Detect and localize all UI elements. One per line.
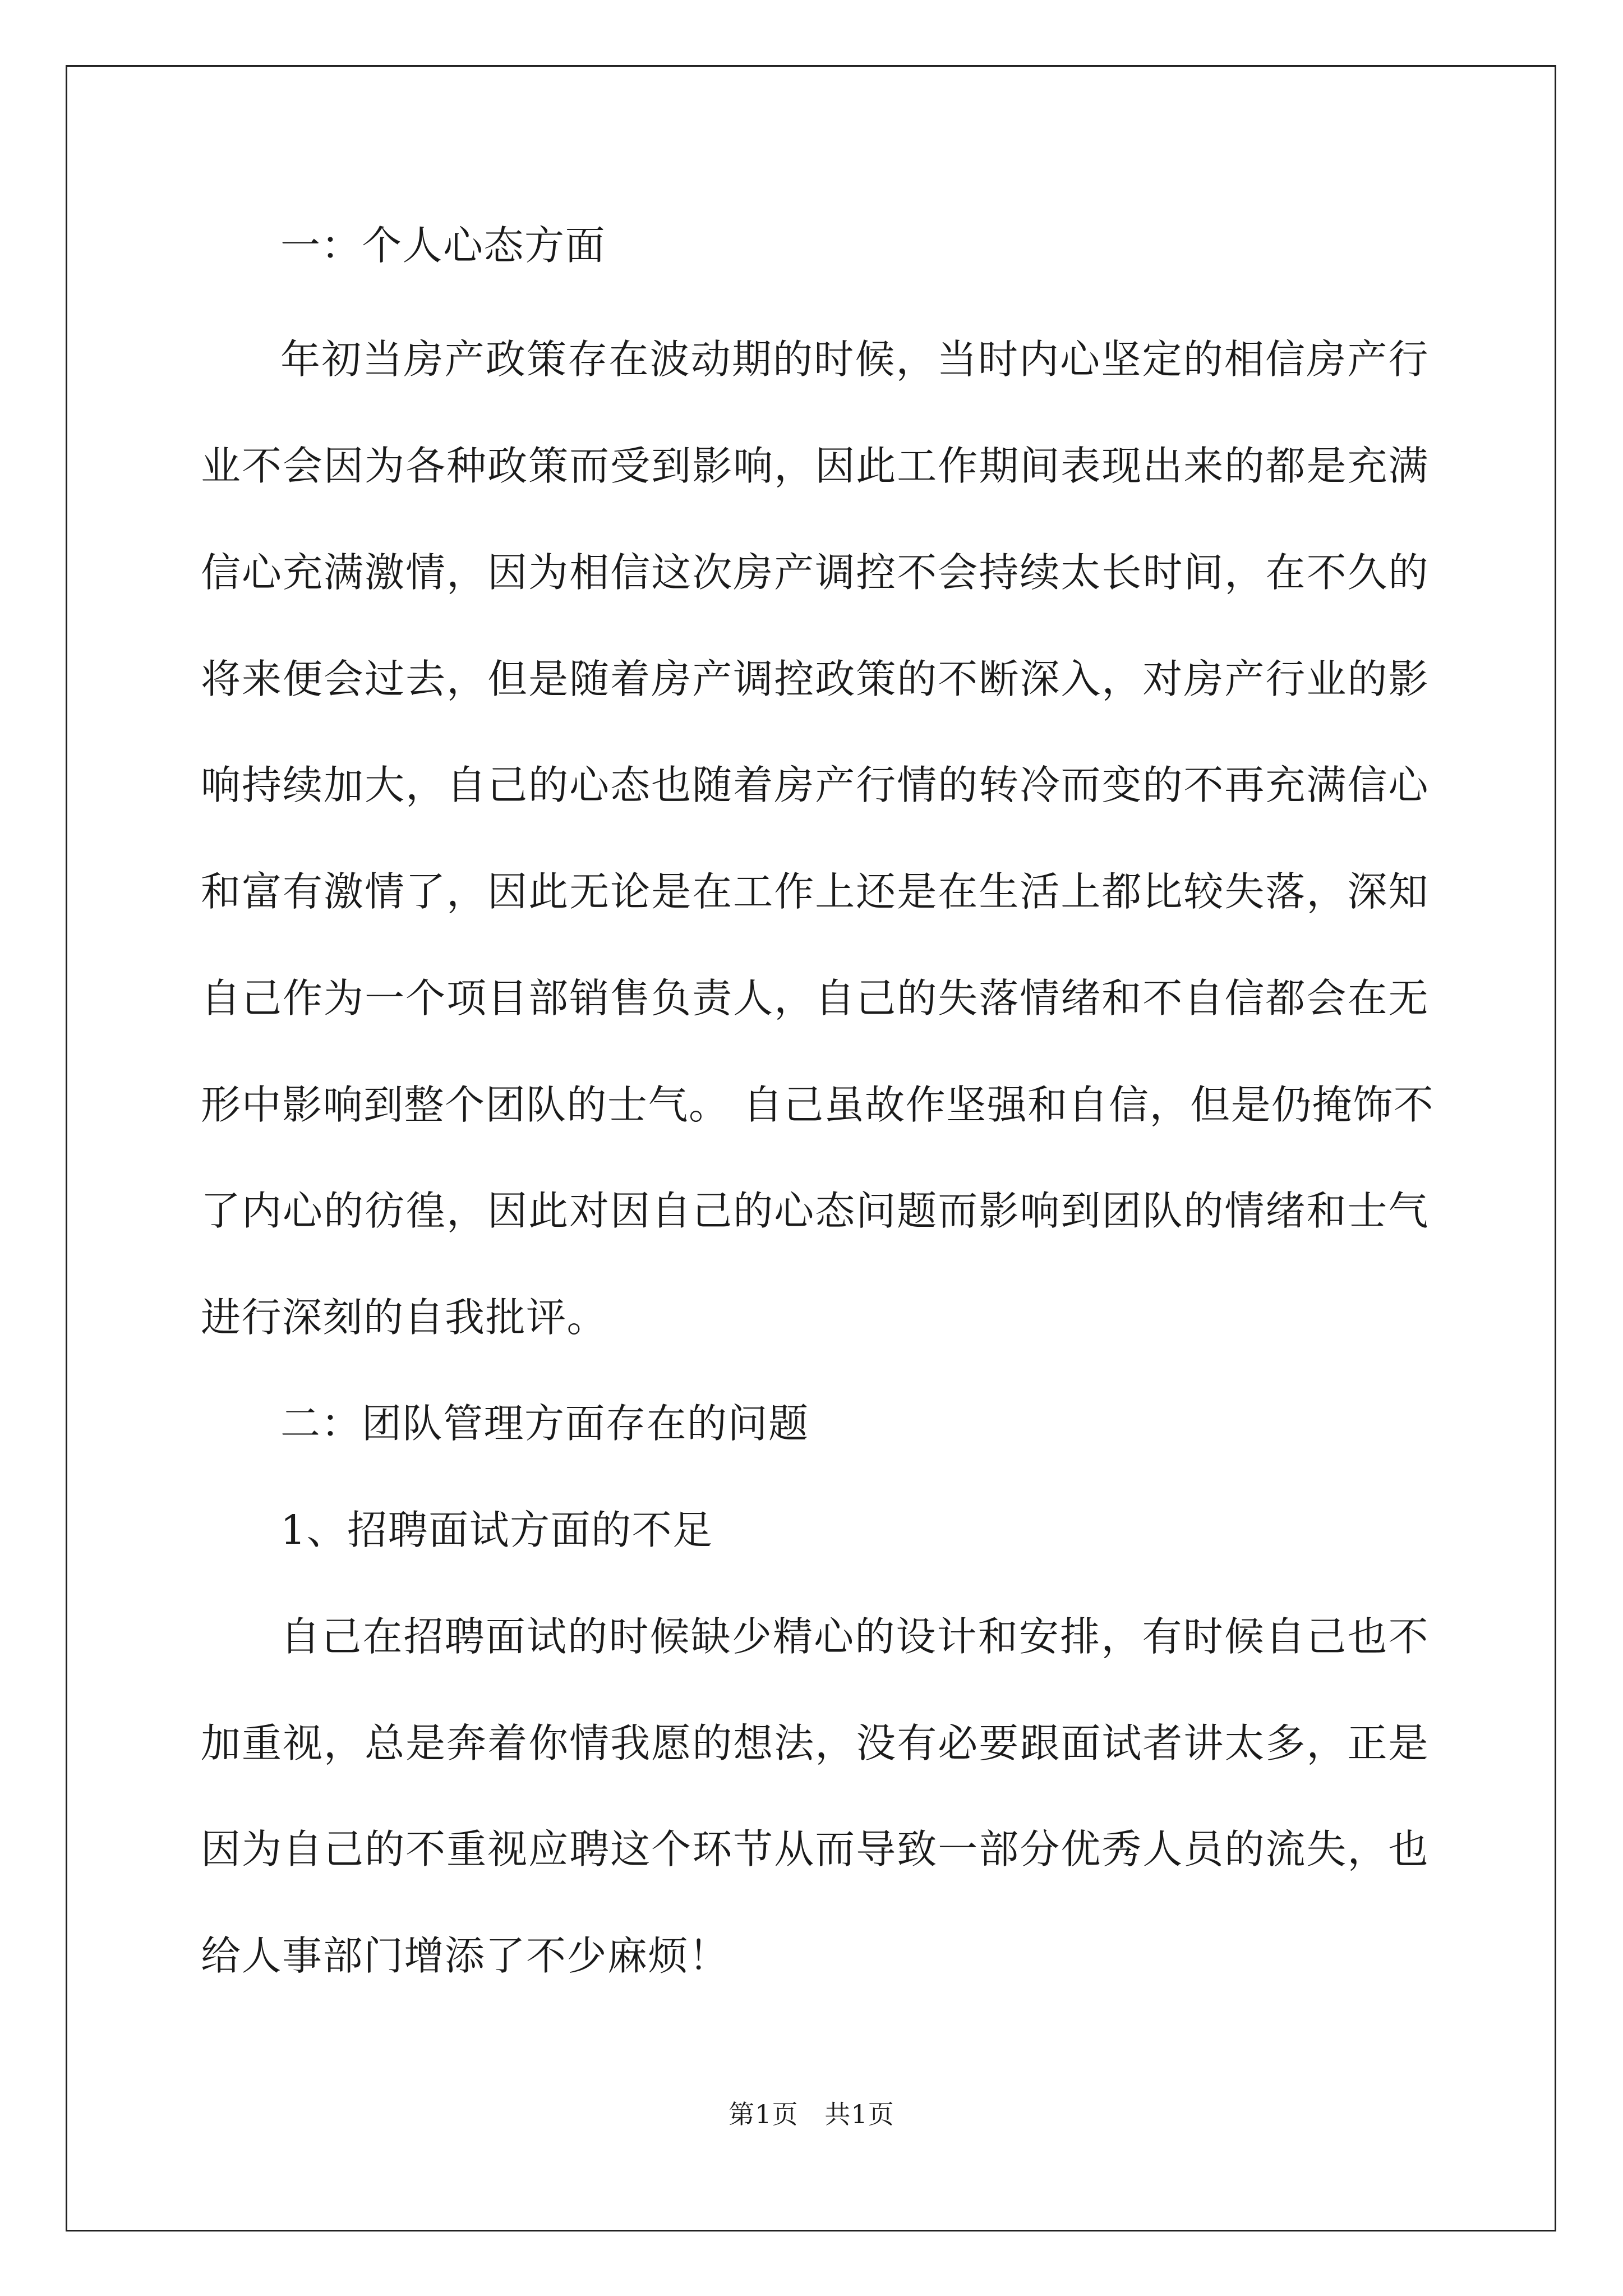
paragraph-line: 年初当房产政策存在波动期的时候，当时内心坚定的相信房产行 [280, 336, 1429, 383]
page-border [66, 65, 1556, 2231]
paragraph-line: 因为自己的不重视应聘这个环节从而导致一部分优秀人员的流失，也 [201, 1826, 1429, 1872]
paragraph-line: 自己在招聘面试的时候缺少精心的设计和安排，有时候自己也不 [280, 1613, 1429, 1660]
section-heading-mindset: 一：个人心态方面 [280, 222, 606, 269]
paragraph-line: 自己作为一个项目部销售负责人，自己的失落情绪和不自信都会在无 [201, 975, 1429, 1022]
paragraph-line: 形中影响到整个团队的士气。 自己虽故作坚强和自信，但是仍掩饰不 [201, 1082, 1435, 1128]
paragraph-line: 和富有激情了，因此无论是在工作上还是在生活上都比较失落，深知 [201, 868, 1429, 915]
paragraph-line-last: 进行深刻的自我批评。 [201, 1294, 608, 1341]
section-heading-team-management: 二：团队管理方面存在的问题 [280, 1400, 809, 1447]
paragraph-line: 了内心的彷徨，因此对因自己的心态问题而影响到团队的情绪和士气 [201, 1188, 1429, 1234]
paragraph-line: 业不会因为各种政策而受到影响，因此工作期间表现出来的都是充满 [201, 443, 1429, 489]
paragraph-line: 响持续加大，自己的心态也随着房产行情的转冷而变的不再充满信心 [201, 762, 1429, 808]
paragraph-line-last: 给人事部门增添了不少麻烦！ [201, 1932, 730, 1979]
sub-heading-recruitment: 1、招聘面试方面的不足 [280, 1507, 713, 1553]
paragraph-line: 加重视，总是奔着你情我愿的想法，没有必要跟面试者讲太多，正是 [201, 1720, 1429, 1766]
paragraph-line: 信心充满激情，因为相信这次房产调控不会持续太长时间，在不久的 [201, 549, 1429, 596]
page-number-footer: 第1页 共1页 [728, 2099, 895, 2129]
paragraph-line: 将来便会过去，但是随着房产调控政策的不断深入，对房产行业的影 [201, 656, 1429, 702]
